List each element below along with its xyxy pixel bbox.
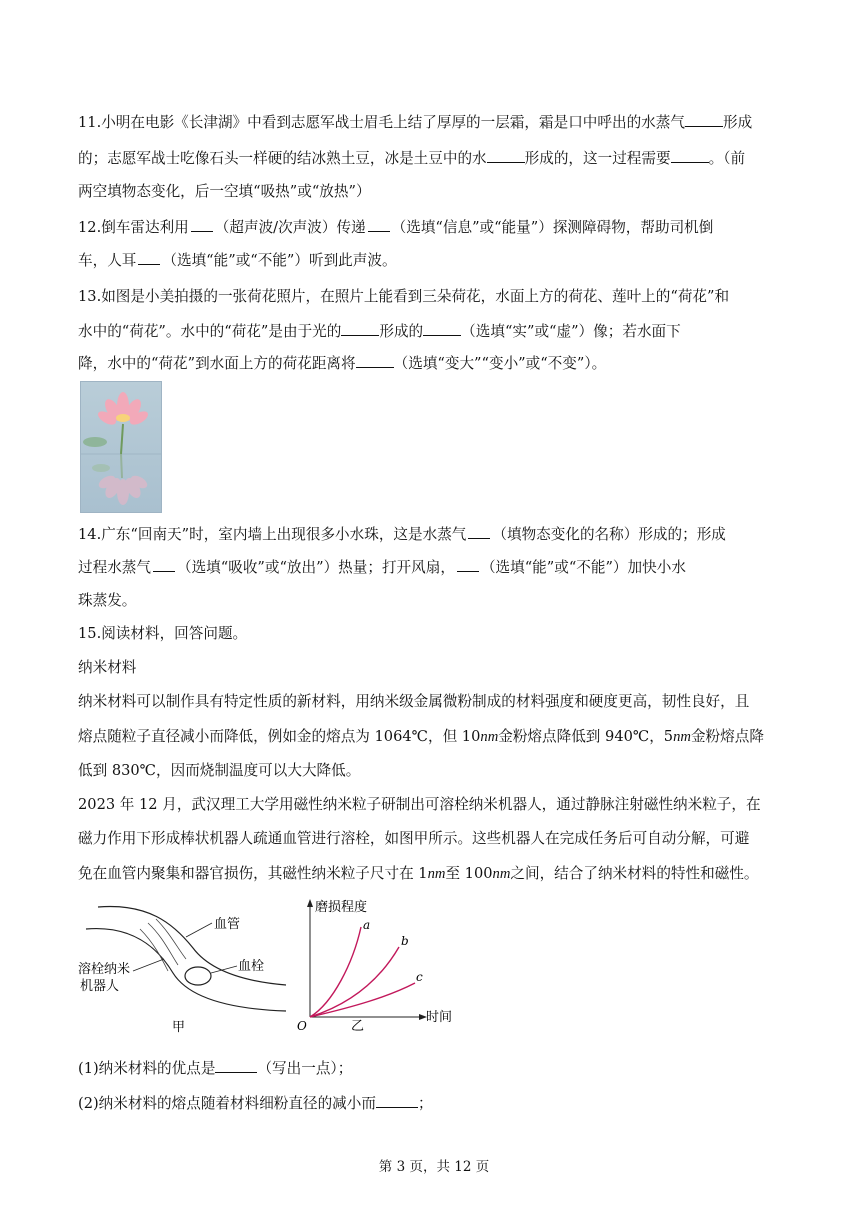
label-robot-line2: 机器人: [80, 979, 120, 994]
q15-para2-line3: 免在血管内聚集和器官损伤，其磁性纳米粒子尺寸在 1nm至 100nm之间，结合了纳米材料的特性和磁性。: [78, 865, 759, 882]
q15-sub2: (2)纳米材料的熔点随着材料细粉直径的减小而 ；: [78, 1095, 433, 1112]
label-clot: 血栓: [238, 959, 265, 974]
origin-label: O: [297, 1019, 307, 1033]
answer-blank[interactable]: [468, 524, 490, 539]
answer-blank[interactable]: [376, 1093, 418, 1108]
q11-line-2: 的；志愿军战士吃像石头一样硬的结冰熟土豆，冰是土豆中的水 形成的，这一过程需要 。（前: [78, 150, 746, 167]
q14-line-1: 14.广东“回南天”时，室内墙上出现很多小水珠，这是水蒸气 （填物态变化的名称）形成的；形成: [78, 526, 726, 543]
lotus-photo: [80, 381, 162, 513]
q15-para2-line2: 磁力作用下形成棒状机器人疏通血管进行溶栓，如图甲所示。这些机器人在完成任务后可自动分解，可避: [78, 830, 750, 847]
q15-para1-line2: 熔点随粒子直径减小而降低，例如金的熔点为 1064℃，但 10nm金粉熔点降低到 940℃，5nm金粉熔点降: [78, 728, 764, 745]
curve-c-label: c: [416, 970, 423, 984]
curve-b-label: b: [401, 934, 409, 948]
figure-yi-wear-graph: [293, 893, 463, 1035]
answer-blank[interactable]: [487, 148, 525, 163]
lotus-illustration: [81, 382, 161, 512]
q15-para2-line1: 2023 年 12 月，武汉理工大学用磁性纳米粒子研制出可溶栓纳米机器人，通过静脉注射磁性纳米粒子，在: [78, 796, 761, 813]
q14-line-2: 过程水蒸气 （选填“吸收”或“放出”）热量；打开风扇， （选填“能”或“不能”）加快小水: [78, 559, 686, 576]
y-axis-label: 磨损程度: [315, 900, 368, 915]
answer-blank[interactable]: [138, 250, 160, 265]
answer-blank[interactable]: [368, 217, 390, 232]
q15-para1-line3: 低到 830℃，因而烧制温度可以大大降低。: [78, 762, 361, 779]
answer-blank[interactable]: [215, 1058, 257, 1073]
answer-blank[interactable]: [671, 148, 709, 163]
answer-blank[interactable]: [153, 557, 175, 572]
label-vessel: 血管: [214, 917, 241, 932]
q13-line-3: 降，水中的“荷花”到水面上方的荷花距离将 （选填“变大”“变小”或“不变”）。: [78, 355, 607, 372]
q13-line-1: 13.如图是小美拍摄的一张荷花照片，在照片上能看到三朵荷花，水面上方的荷花、莲叶上的“荷花”和: [78, 288, 730, 305]
q11-line-3: 两空填物态变化，后一空填“吸热”或“放热”）: [78, 183, 371, 200]
answer-blank[interactable]: [191, 217, 213, 232]
answer-blank[interactable]: [341, 321, 379, 336]
page-footer: 第 3 页，共 12 页: [378, 1159, 490, 1175]
caption-yi: 乙: [351, 1019, 365, 1034]
q14-line-3: 珠蒸发。: [78, 592, 137, 609]
q15-para1-line1: 纳米材料可以制作具有特定性质的新材料，用纳米级金属微粉制成的材料强度和硬度更高，韧性良好，且: [78, 693, 750, 710]
q15-intro: 15.阅读材料，回答问题。: [78, 625, 248, 642]
q12-line-2: 车，人耳 （选填“能”或“不能”）听到此声波。: [78, 252, 397, 269]
answer-blank[interactable]: [423, 321, 461, 336]
answer-blank[interactable]: [356, 353, 394, 368]
q12-line-1: 12.倒车雷达利用 （超声波/次声波）传递 （选填“信息”或“能量”）探测障碍物，帮助司机倒: [78, 219, 714, 236]
answer-blank[interactable]: [457, 557, 479, 572]
curve-a-label: a: [363, 918, 371, 932]
x-axis-label: 时间: [426, 1010, 453, 1025]
blood-clot: [185, 967, 211, 985]
q15-sub1: (1)纳米材料的优点是 （写出一点）；: [78, 1060, 353, 1077]
q11-line-1: 11.小明在电影《长津湖》中看到志愿军战士眉毛上结了厚厚的一层霜，霜是口中呼出的水蒸气 形成: [78, 114, 753, 131]
q15-material-title: 纳米材料: [78, 659, 137, 676]
y-axis-arrow: [307, 899, 313, 907]
label-robot-line1: 溶栓纳米: [78, 962, 131, 977]
answer-blank[interactable]: [685, 112, 723, 127]
figure-jia-vessel: [78, 893, 292, 1035]
caption-jia: 甲: [172, 1020, 186, 1035]
curve-a: [310, 927, 361, 1017]
q13-line-2: 水中的“荷花”。水中的“荷花”是由于光的 形成的 （选填“实”或“虚”）像；若水面下: [78, 323, 681, 340]
